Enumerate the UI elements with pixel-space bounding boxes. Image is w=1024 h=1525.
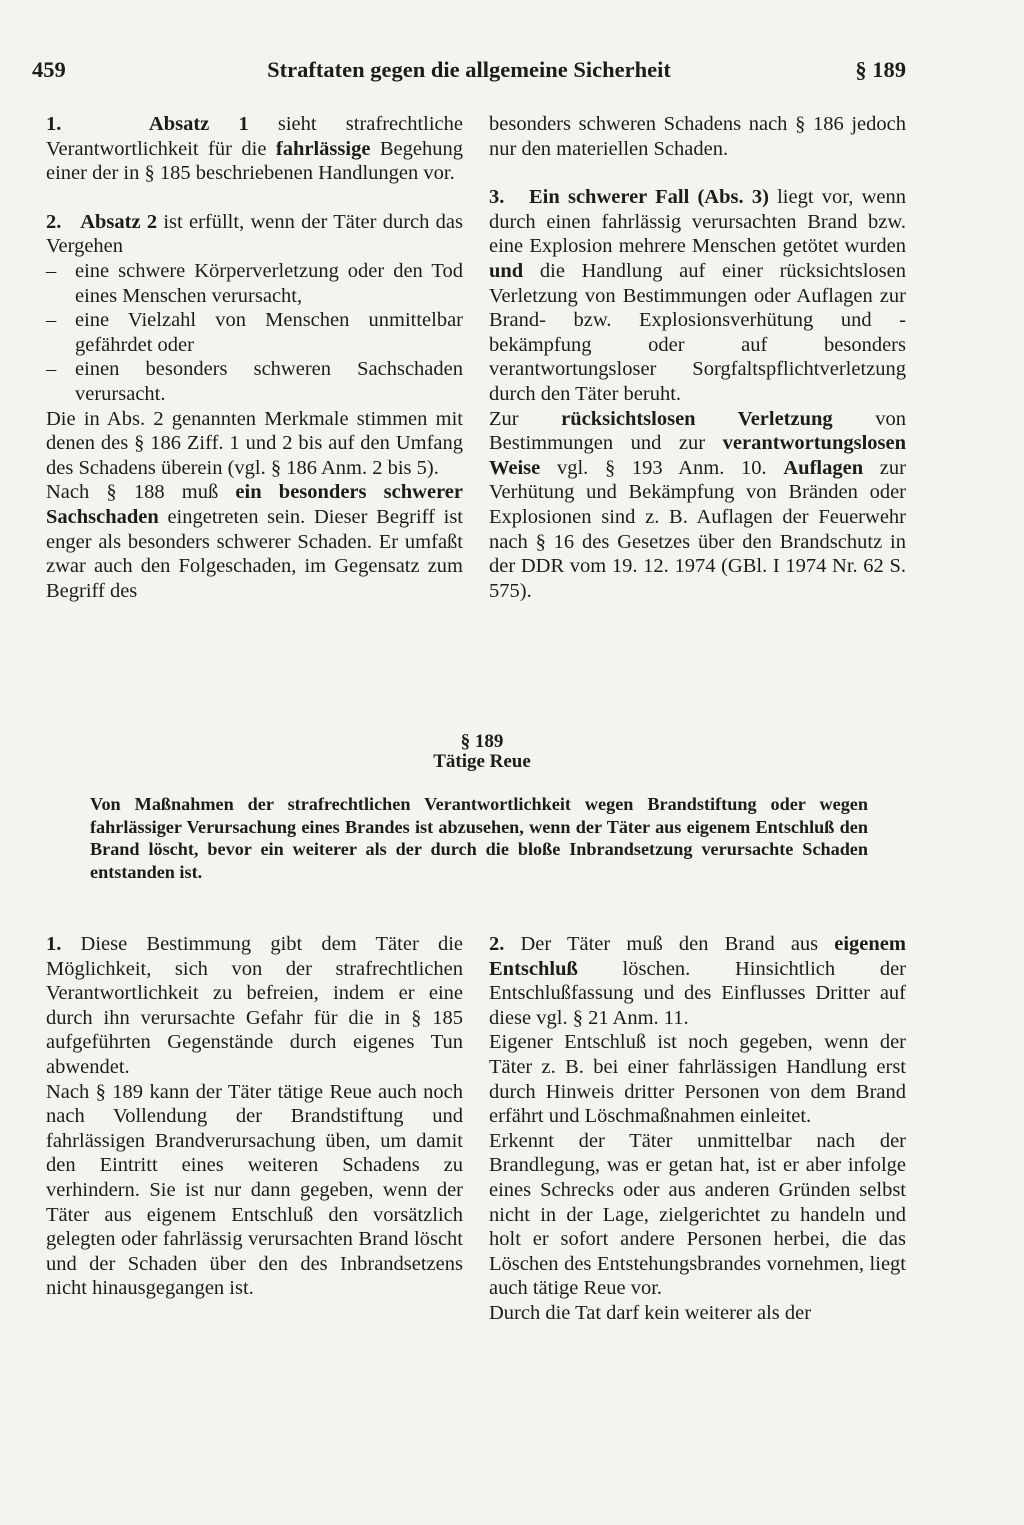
paragraph: Nach § 188 muß ein besonders schwerer Sachschaden eingetreten sein. Dieser Begriff ist enger als besonders schwerer Schaden. Er umfaßt zwar auch den Folgeschaden, im Gegensatz zum Begriff des — [46, 481, 463, 602]
bold-term: fahrlässige — [275, 137, 371, 160]
paragraph: Die in Abs. 2 genannten Merkmale stimmen mit denen des § 186 Ziff. 1 und 2 bis auf den Umfang des Schadens überein (vgl. § 186 Anm. 2 bis 5). — [46, 407, 463, 479]
note-2-paragraph: 2. Der Täter muß den Brand aus eigenem Entschluß löschen. Hinsichtlich der Entschlußfassung und des Einflusses Dritter auf diese vgl. § 21 Anm. 11. — [489, 933, 906, 1029]
section-title: Tätige Reue — [433, 751, 531, 772]
list-item: – eine schwere Körperverletzung oder den Tod eines Menschen verursacht, — [46, 259, 463, 307]
bold-term: Auflagen — [783, 456, 864, 479]
bold-term: eigenem Entschluß — [489, 933, 906, 980]
note-1-paragraph: 1. Absatz 1 sieht strafrechtliche Verantwortlichkeit für die fahrlässige Begehung einer der in § 185 beschriebenen Handlungen vor. — [46, 113, 464, 185]
section-number: § 189 — [460, 731, 504, 752]
bold-term: Absatz 2 — [80, 210, 158, 233]
top-right-column — [489, 112, 906, 603]
paragraph: Erkennt der Täter unmittelbar nach der Brandlegung, was er getan hat, ist er aber infolge eines Schrecks oder aus anderen Gründen selbst nicht in der Lage, zielgerichtet zu handeln und holt er sofort andere Personen herbei, die das Löschen des Entstehungsbrandes vornehmen, liegt auch tätige Reue vor. — [489, 1129, 906, 1300]
paragraph: Durch die Tat darf kein weiterer als der — [489, 1301, 812, 1324]
running-title: Straftaten gegen die allgemeine Sicherheit — [267, 57, 671, 82]
note-number: 2. — [46, 210, 62, 233]
note-number: 1. — [46, 113, 62, 135]
bold-term: Absatz 1 — [148, 113, 249, 135]
dash-marker: – — [46, 309, 57, 332]
list-item: – einen besonders schweren Sachschaden verursacht. — [46, 358, 463, 405]
bold-term: Ein schwerer Fall (Abs. 3) — [529, 186, 769, 209]
statute-text: Von Maßnahmen der strafrechtlichen Verantwortlichkeit wegen Brandstiftung oder wegen fahrlässiger Verursachung eines Brandes ist abzusehen, wenn der Täter aus eigenem Entschluß den Brand löscht, bevor ein weiterer als der durch die bloße Inbrandsetzung verursachte Schaden entstanden ist. — [90, 794, 868, 882]
dash-marker: – — [46, 358, 57, 381]
running-section: § 189 — [855, 57, 906, 82]
running-header — [32, 57, 906, 89]
paragraph: Nach § 189 kann der Täter tätige Reue auch noch nach Vollendung der Brandstiftung und fahrlässigen Brandverursachung üben, um damit den Eintritt eines weiteren Schadens zu verhindern. Sie ist nur dann gegeben, wenn der Täter aus eigenem Entschluß den vorsätzlich gelegten oder fahrlässig verursachten Brand löscht und der Schaden über den des Inbrandsetzens nicht hinausgegangen ist. — [46, 1080, 463, 1300]
paragraph: Zur rücksichtslosen Verletzung von Bestimmungen und zur verantwortungslosen Weise vgl. § 193 Anm. 10. Auflagen zur Verhütung und Bekämpfung von Bränden oder Explosionen sind z. B. Auflagen der Feuerwehr nach § 16 des Gesetzes über den Brandschutz in der DDR vom 19. 12. 1974 (GBl. I 1974 Nr. 62 S. 575). — [489, 407, 906, 602]
note-number: 2. — [489, 933, 505, 955]
page-number: 459 — [32, 57, 66, 82]
bold-term: ein besonders schwerer Sachschaden — [46, 481, 463, 528]
bold-term: und — [489, 259, 524, 282]
note-1-paragraph: 1. Diese Bestimmung gibt dem Täter die Möglichkeit, sich von der strafrechtlichen Verantwortlichkeit zu befreien, indem er eine durch ihn verursachte Gefahr für die in § 185 aufgeführten Gegenstände durch eigenes Tun abwendet. — [46, 933, 463, 1078]
bold-term: rücksichtslosen Verletzung — [561, 407, 833, 430]
note-2-paragraph: 2. Absatz 2 ist erfüllt, wenn der Täter durch das Vergehen — [46, 210, 464, 258]
paragraph: Eigener Entschluß ist noch gegeben, wenn der Täter z. B. bei einer fahrlässigen Handlung erst durch Hinweis dritter Personen von dem Brand erfährt und Löschmaßnahmen einleitet. — [489, 1031, 906, 1128]
list-item: – eine Vielzahl von Menschen unmittelbar gefährdet oder — [46, 309, 463, 356]
dash-marker: – — [46, 259, 57, 282]
note-3-paragraph: 3. Ein schwerer Fall (Abs. 3) liegt vor, wenn durch einen fahrlässig verursachten Brand bzw. eine Explosion mehrere Menschen getötet wurden und die Handlung auf einer rücksichtslosen Verletzung von Bestimmungen oder Auflagen zur Brand- bzw. Explosionsverhütung und -bekämpfung oder auf besonders verantwortungsloser Sorgfaltspflichtverletzung durch den Täter beruht. — [489, 186, 906, 405]
bottom-right-column — [489, 932, 906, 1326]
note-number: 3. — [489, 186, 505, 209]
top-left-column — [46, 112, 463, 603]
paragraph: besonders schweren Schadens nach § 186 jedoch nur den materiellen Schaden. — [489, 113, 906, 160]
note-number: 1. — [46, 933, 62, 955]
bold-term: verantwortungslosen Weise — [489, 432, 906, 479]
bottom-left-column — [46, 932, 463, 1301]
